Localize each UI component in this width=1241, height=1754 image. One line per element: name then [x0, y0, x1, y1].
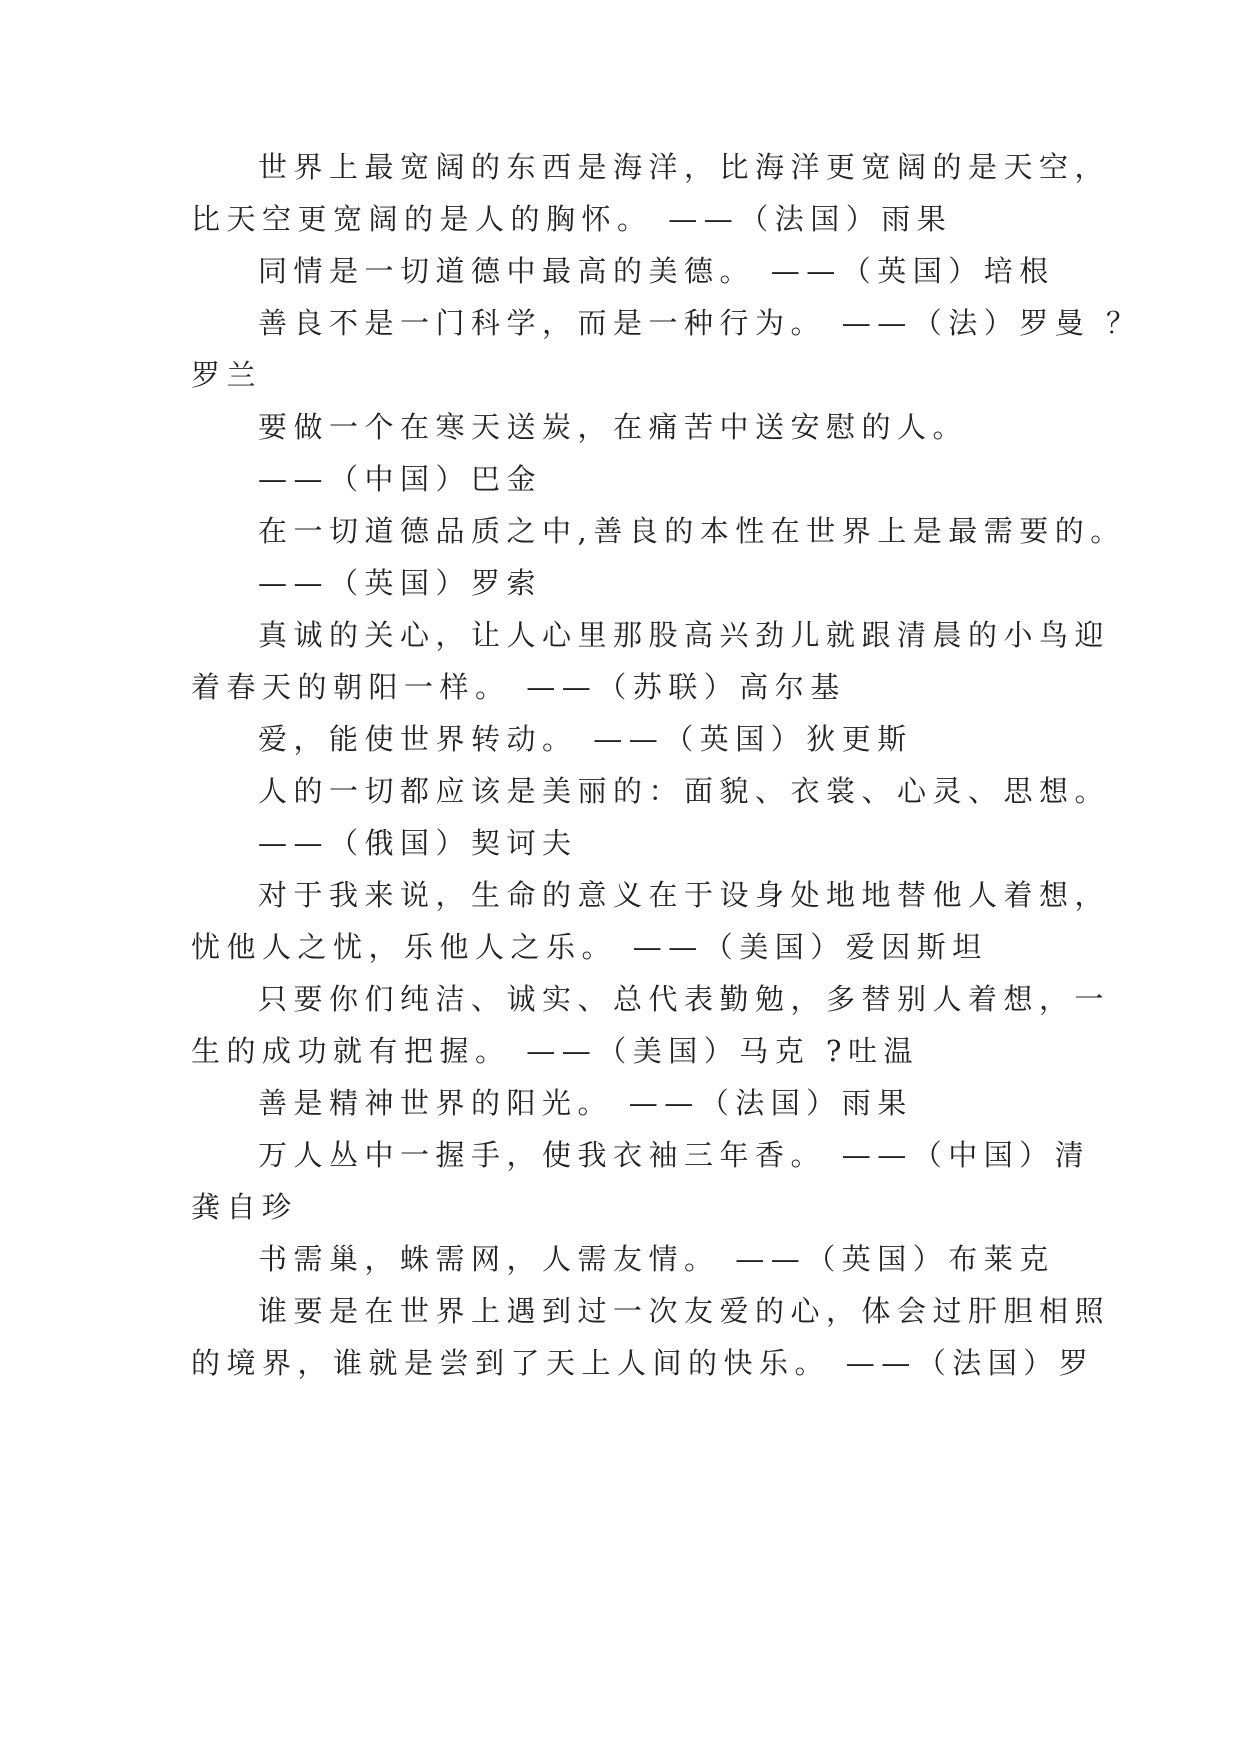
- text-line: 人的一切都应该是美丽的：面貌、衣裳、心灵、思想。: [258, 774, 1111, 808]
- text-line: 谁要是在世界上遇到过一次友爱的心，体会过肝胆相照: [258, 1294, 1111, 1328]
- text-line: 书需巢，蛛需网，人需友情。 ——（英国）布莱克: [258, 1242, 1055, 1276]
- text-line: 对于我来说，生命的意义在于设身处地地替他人着想，: [258, 878, 1111, 912]
- text-line: 比天空更宽阔的是人的胸怀。 ——（法国）雨果: [191, 202, 953, 236]
- text-line: 龚自珍: [191, 1190, 298, 1224]
- text-line: 万人丛中一握手，使我衣袖三年香。 ——（中国）清: [258, 1138, 1091, 1172]
- text-line: ——（中国）巴金: [258, 462, 543, 496]
- text-line: 着春天的朝阳一样。 ——（苏联）高尔基: [191, 670, 846, 704]
- text-line: 在一切道德品质之中,善良的本性在世界上是最需要的。: [258, 514, 1126, 548]
- text-line: 善良不是一门科学，而是一种行为。 ——（法）罗曼 ？: [258, 306, 1142, 340]
- text-line: 要做一个在寒天送炭，在痛苦中送安慰的人。: [258, 410, 969, 444]
- text-line: 善是精神世界的阳光。 ——（法国）雨果: [258, 1086, 913, 1120]
- text-line: 只要你们纯洁、诚实、总代表勤勉，多替别人着想，一: [258, 982, 1111, 1016]
- text-line: 罗兰: [191, 358, 263, 392]
- text-line: 忧他人之忧，乐他人之乐。 ——（美国）爱因斯坦: [191, 930, 988, 964]
- text-line: ——（英国）罗索: [258, 566, 543, 600]
- text-line: 生的成功就有把握。 ——（美国）马克 ?吐温: [191, 1034, 919, 1068]
- text-line: 爱，能使世界转动。 ——（英国）狄更斯: [258, 722, 913, 756]
- text-line: 的境界，谁就是尝到了天上人间的快乐。 ——（法国）罗: [191, 1346, 1095, 1380]
- text-line: 真诚的关心，让人心里那股高兴劲儿就跟清晨的小鸟迎: [258, 618, 1111, 652]
- text-line: 世界上最宽阔的东西是海洋，比海洋更宽阔的是天空，: [258, 150, 1111, 184]
- text-line: ——（俄国）契诃夫: [258, 826, 578, 860]
- text-line: 同情是一切道德中最高的美德。 ——（英国）培根: [258, 254, 1055, 288]
